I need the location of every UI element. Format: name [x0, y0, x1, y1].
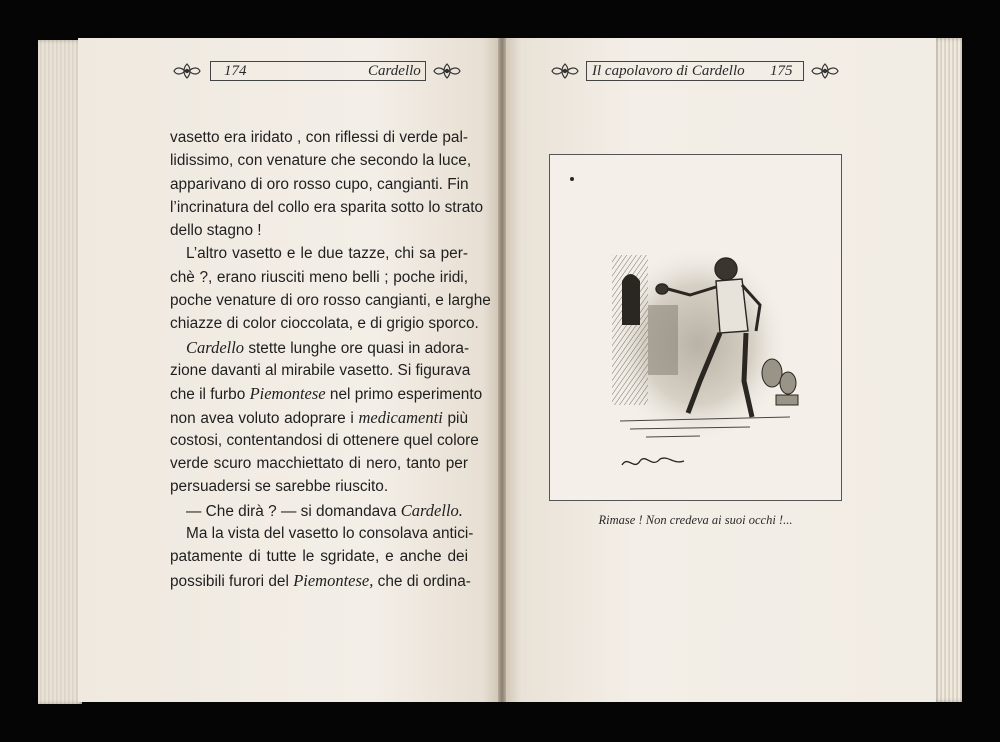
fleuron-ornament-icon — [810, 60, 840, 82]
text-segment: nel primo esperimento — [325, 386, 483, 404]
text-segment: chiazze di color cioccolata, e di grigio sporco. — [170, 315, 479, 333]
text-segment: vasetto era iridato , con riflessi di verde pal- — [170, 129, 468, 146]
left-page-body-text — [170, 126, 491, 592]
text-segment: più — [442, 409, 468, 427]
left-running-header — [172, 58, 462, 84]
text-segment: — Che dirà ? — si domandava — [186, 502, 401, 520]
text-segment: persuadersi se sarebbe riuscito. — [170, 478, 389, 496]
running-head: Il capolavoro di Cardello — [592, 63, 745, 79]
right-page-edges — [934, 38, 962, 702]
text-line — [170, 475, 468, 498]
italic-text: Cardello. — [400, 500, 463, 520]
text-line — [170, 242, 468, 265]
text-line — [170, 545, 468, 568]
text-line — [170, 359, 471, 382]
text-line — [170, 173, 468, 196]
text-segment: che di ordina- — [373, 572, 471, 590]
fleuron-ornament-icon — [550, 60, 580, 82]
text-line — [170, 219, 468, 242]
text-line — [170, 429, 479, 452]
text-segment: patamente di tutte le sgridate, e anche dei — [170, 548, 468, 566]
left-page-edges — [38, 40, 82, 704]
italic-text: Piemontese — [249, 384, 326, 404]
text-segment: Ma la vista del vasetto lo consolava antici- — [186, 525, 474, 543]
text-segment: poche venature di oro rosso cangianti, e larghe — [170, 292, 491, 310]
text-line — [170, 569, 471, 592]
page-number: 175 — [770, 63, 793, 79]
text-segment: verde scuro macchiettato di nero, tanto per — [170, 455, 468, 473]
italic-text: Cardello — [186, 337, 245, 357]
text-segment: zione davanti al mirabile vasetto. Si figurava — [170, 361, 471, 379]
text-segment: l’incrinatura del collo era sparita sotto lo strato — [170, 198, 484, 216]
text-line — [170, 149, 472, 172]
italic-text: medicamenti — [358, 407, 443, 427]
book-gutter — [498, 38, 506, 702]
text-segment: non avea voluto adoprare i — [170, 409, 359, 427]
text-line — [170, 499, 468, 522]
running-head: Cardello — [368, 63, 421, 79]
artist-signature — [622, 458, 684, 465]
italic-text: Piemontese, — [293, 570, 374, 590]
text-line — [170, 312, 479, 335]
text-segment: lidissimo, con venature che secondo la luce, — [170, 152, 472, 170]
text-segment: L’altro vasetto e le due tazze, chi sa per- — [186, 245, 468, 263]
text-segment: costosi, contentandosi di ottenere quel colore — [170, 431, 479, 449]
text-line — [170, 289, 491, 312]
illustration-plate — [549, 154, 842, 501]
page-number: 174 — [224, 63, 247, 79]
fleuron-ornament-icon — [432, 60, 462, 82]
text-line — [170, 382, 483, 405]
fleuron-ornament-icon — [172, 60, 202, 82]
engraving-illustration — [550, 155, 841, 500]
text-segment: stette lunghe ore quasi in adora- — [244, 339, 470, 357]
text-line — [170, 266, 468, 289]
text-segment: che il furbo — [170, 386, 250, 404]
text-line — [170, 522, 474, 545]
text-segment: dello stagno ! — [170, 222, 262, 240]
illustration-caption: Rimase ! Non credeva ai suoi occhi !... — [598, 513, 793, 527]
text-line — [170, 406, 468, 429]
right-running-header — [550, 58, 842, 84]
text-segment: apparivano di oro rosso cupo, cangianti. Fin — [170, 175, 469, 193]
text-line — [170, 126, 468, 149]
text-line — [170, 196, 484, 219]
text-line — [170, 452, 468, 475]
text-segment: possibili furori del — [170, 572, 294, 590]
text-line — [170, 336, 468, 359]
text-segment: chè ?, erano riusciti meno belli ; poche iridi, — [170, 268, 468, 286]
